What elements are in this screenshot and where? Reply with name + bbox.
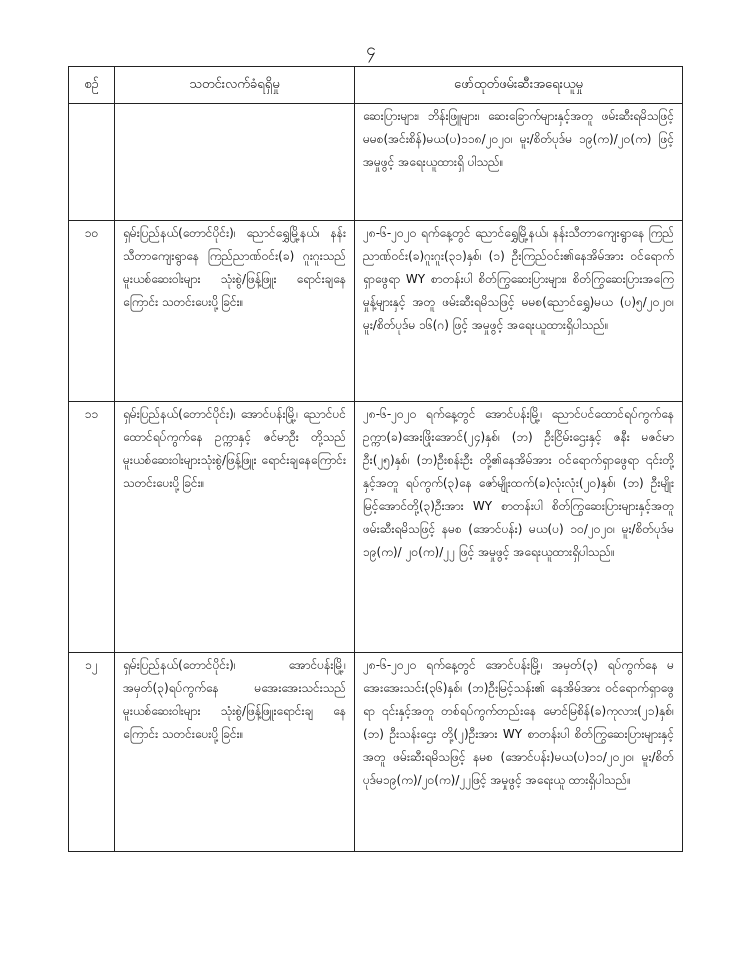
information-cell: ရှမ်းပြည်နယ်(တောင်ပိုင်း)၊ အောင်ပန်းမြို့၊ အမှတ်(၃)ရပ်ကွက်နေ မအေးအေးသင်းသည် မူးယစ်ဆေးဝါးများ သုံးစွဲ/ဖြန့်ဖြူးရောင်းချ နေကြောင်း သတင်းပေးပို့ခြင်း။ <box>115 653 355 852</box>
serial-no-cell <box>69 104 115 221</box>
drug-case-report-table <box>68 66 683 852</box>
serial-no-cell: ၁၁ <box>69 402 115 653</box>
header-serial-no: စဉ် <box>69 67 115 104</box>
table-row <box>69 653 683 852</box>
table-row <box>69 104 683 221</box>
table-row <box>69 402 683 653</box>
information-cell <box>115 104 355 221</box>
information-cell: ရှမ်းပြည်နယ်(တောင်ပိုင်း)၊ အောင်ပန်းမြို့၊ ညောင်ပင်ထောင်ရပ်ကွက်နေ ဥက္ကာနှင့် ဇင်မာဦး တို့သည် မူးယစ်ဆေးဝါးများသုံးစွဲ/ဖြန့်ဖြူး ရောင်းချနေကြောင်း သတင်းပေးပို့ခြင်း။ <box>115 402 355 653</box>
action-cell: ၂၈-၆-၂၀၂၀ ရက်နေ့တွင် အောင်ပန်းမြို့၊ အမှတ်(၃) ရပ်ကွက်နေ မအေးအေးသင်း(၃၆)နှစ်၊ (ဘ)ဦးမြင့်သန်း၏ နေအိမ်အား ဝင်ရောက်ရှာဖွေရာ ၎င်းနှင့်အတူ တစ်ရပ်ကွက်တည်းနေ မောင်မြစိန်(ခ)ကုလား(၂၁)နှစ်၊(ဘ) ဦးသန်းဌေး တို့(၂)ဦးအား WY စာတန်းပါ စိတ်ကြွဆေးပြားများနှင့် အတူ ဖမ်းဆီးရမိသဖြင့် နမစ (အောင်ပန်း)မယ(ပ)၁၁/၂၀၂၀၊ မူး/စိတ်ပုဒ်မ၁၉(က)/၂၀(က)/၂၂ဖြင့် အမှုဖွင့် အရေးယူ ထားရှိပါသည်။ <box>355 653 683 852</box>
information-cell: ရှမ်းပြည်နယ်(တောင်ပိုင်း)၊ ညောင်ရွှေမြို့နယ်၊ နန်းသီတာကျေးရွာနေ ကြည်ညာဏ်ဝင်း(ခ) ဂူးဂူးသည် မူးယစ်ဆေးဝါးများ သုံးစွဲ/ဖြန့်ဖြူး ရောင်းချနေကြောင်း သတင်းပေးပို့ခြင်း။ <box>115 221 355 402</box>
page-number: ၄ <box>366 40 376 60</box>
serial-no-cell: ၁၀ <box>69 221 115 402</box>
serial-no-cell: ၁၂ <box>69 653 115 852</box>
table-header-row <box>69 67 683 104</box>
table-row <box>69 221 683 402</box>
header-action-taken: ဖော်ထုတ်ဖမ်းဆီးအရေးယူမှု <box>355 67 683 104</box>
action-cell: ၂၈-၆-၂၀၂၀ ရက်နေ့တွင် ညောင်ရွှေမြို့နယ်၊ နန်းသီတာကျေးရွာနေ ကြည်ညာဏ်ဝင်း(ခ)ဂူးဂူး(၃၁)နှစ်၊ (၁) ဦးကြည်ဝင်း၏နေအိမ်အား ဝင်ရောက်ရှာဖွေရာ WY စာတန်းပါ စိတ်ကြွဆေးပြားများ၊ စိတ်ကြွဆေးပြားအကြေမှုန့်များနှင့် အတူ ဖမ်းဆီးရမိသဖြင့် မမစ(ညောင်ရွှေ)မယ (ပ)၅/၂၀၂၀၊ မူး/စိတ်ပုဒ်မ ၁၆(ဂ) ဖြင့် အမှုဖွင့် အရေးယူထားရှိပါသည်။ <box>355 221 683 402</box>
header-information-received: သတင်းလက်ခံရရှိမှု <box>115 67 355 104</box>
action-cell: ဆေးပြားများ၊ ဘိန်းဖြူများ၊ ဆေးခြောက်များနှင့်အတူ ဖမ်းဆီးရမိသဖြင့် မမစ(အင်းစိန်)မယ(ပ)၁၁၈/၂၀၂၀၊ မူး/စိတ်ပုဒ်မ ၁၉(က)/၂၀(က) ဖြင့် အမှုဖွင့် အရေးယူထားရှိ ပါသည်။ <box>355 104 683 221</box>
action-cell: ၂၈-၆-၂၀၂၀ ရက်နေ့တွင် အောင်ပန်းမြို့၊ ညောင်ပင်ထောင်ရပ်ကွက်နေ ဥက္ကာ(ခ)အေးဖြိုးအောင်(၂၄)နှစ်၊ (ဘ) ဦးငြိမ်းဌေးနှင့် ဇနီး မဇင်မာဦး(၂၅)နှစ်၊ (ဘ)ဦးစန်းဦး တို့၏နေအိမ်အား ဝင်ရောက်ရှာဖွေရာ ၎င်းတို့နှင့်အတူ ရပ်ကွက်(၃)နေ ဇော်မျိုးထက်(ခ)လုံးလုံး(၂၀)နှစ်၊ (ဘ) ဦးမျိုးမြင့်အောင်တို့(၃)ဦးအား WY စာတန်းပါ စိတ်ကြွဆေးပြားများနှင့်အတူ ဖမ်းဆီးရမိသဖြင့် နမစ (အောင်ပန်း) မယ(ပ) ၁၀/၂၀၂၀၊ မူး/စိတ်ပုဒ်မ ၁၉(က)/ ၂၀(က)/၂၂ ဖြင့် အမှုဖွင့် အရေးယူထားရှိပါသည်။ <box>355 402 683 653</box>
